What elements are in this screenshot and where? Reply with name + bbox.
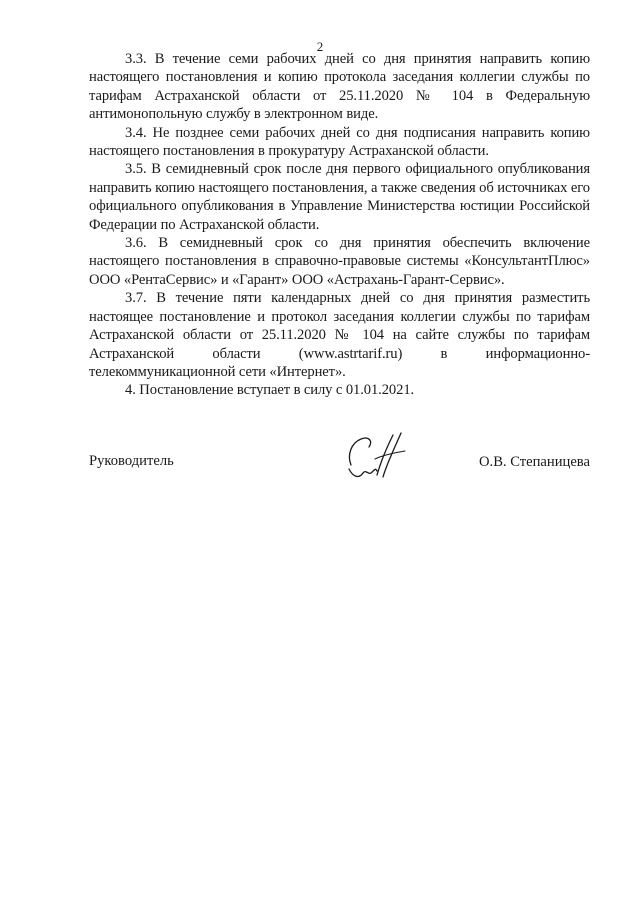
signature-block [89, 450, 590, 510]
paragraph-3-6: 3.6. В семидневный срок со дня принятия обеспечить включение настоящего постановления в справочно-правовые системы «КонсультантПлюс» ООО «РентаСервис» и «Гарант» ООО «Астрахань-Гарант-Сервис». [89, 235, 590, 288]
signer-title: Руководитель [89, 453, 174, 469]
paragraph-3-3: 3.3. В течение семи рабочих дней со дня принятия направить копию настоящего постановления и копию протокола заседания коллегии службы по тарифам Астраханской области от 25.11.2020 № 104 в Федеральную антимонопольную службу в электронном виде. [89, 51, 590, 123]
paragraph-3-5: 3.5. В семидневный срок после дня первого официального опубликования направить копию настоящего постановления, а также сведения об источниках его официального опубликования в Управление Министерства юстиции Российской Федерации по Астраханской области. [89, 161, 590, 233]
page-number: 2 [316, 39, 324, 54]
signer-name: О.В. Степаницева [479, 454, 590, 470]
paragraph-3-7: 3.7. В течение пяти календарных дней со дня принятия разместить настоящее постановление и протокол заседания коллегии службы по тарифам Астраханской области от 25.11.2020 № 104 на сайте службы по тарифам Астраханской области (www.astrtarif.ru) в информационно-телекоммуникационной сети «Интернет». [89, 290, 590, 380]
paragraph-3-4: 3.4. Не позднее семи рабочих дней со дня подписания направить копию настоящего постановления в прокуратуру Астраханской области. [89, 124, 590, 160]
handwritten-signature [339, 425, 409, 485]
document-body [89, 50, 590, 400]
paragraph-4: 4. Постановление вступает в силу с 01.01.2021. [125, 382, 415, 399]
